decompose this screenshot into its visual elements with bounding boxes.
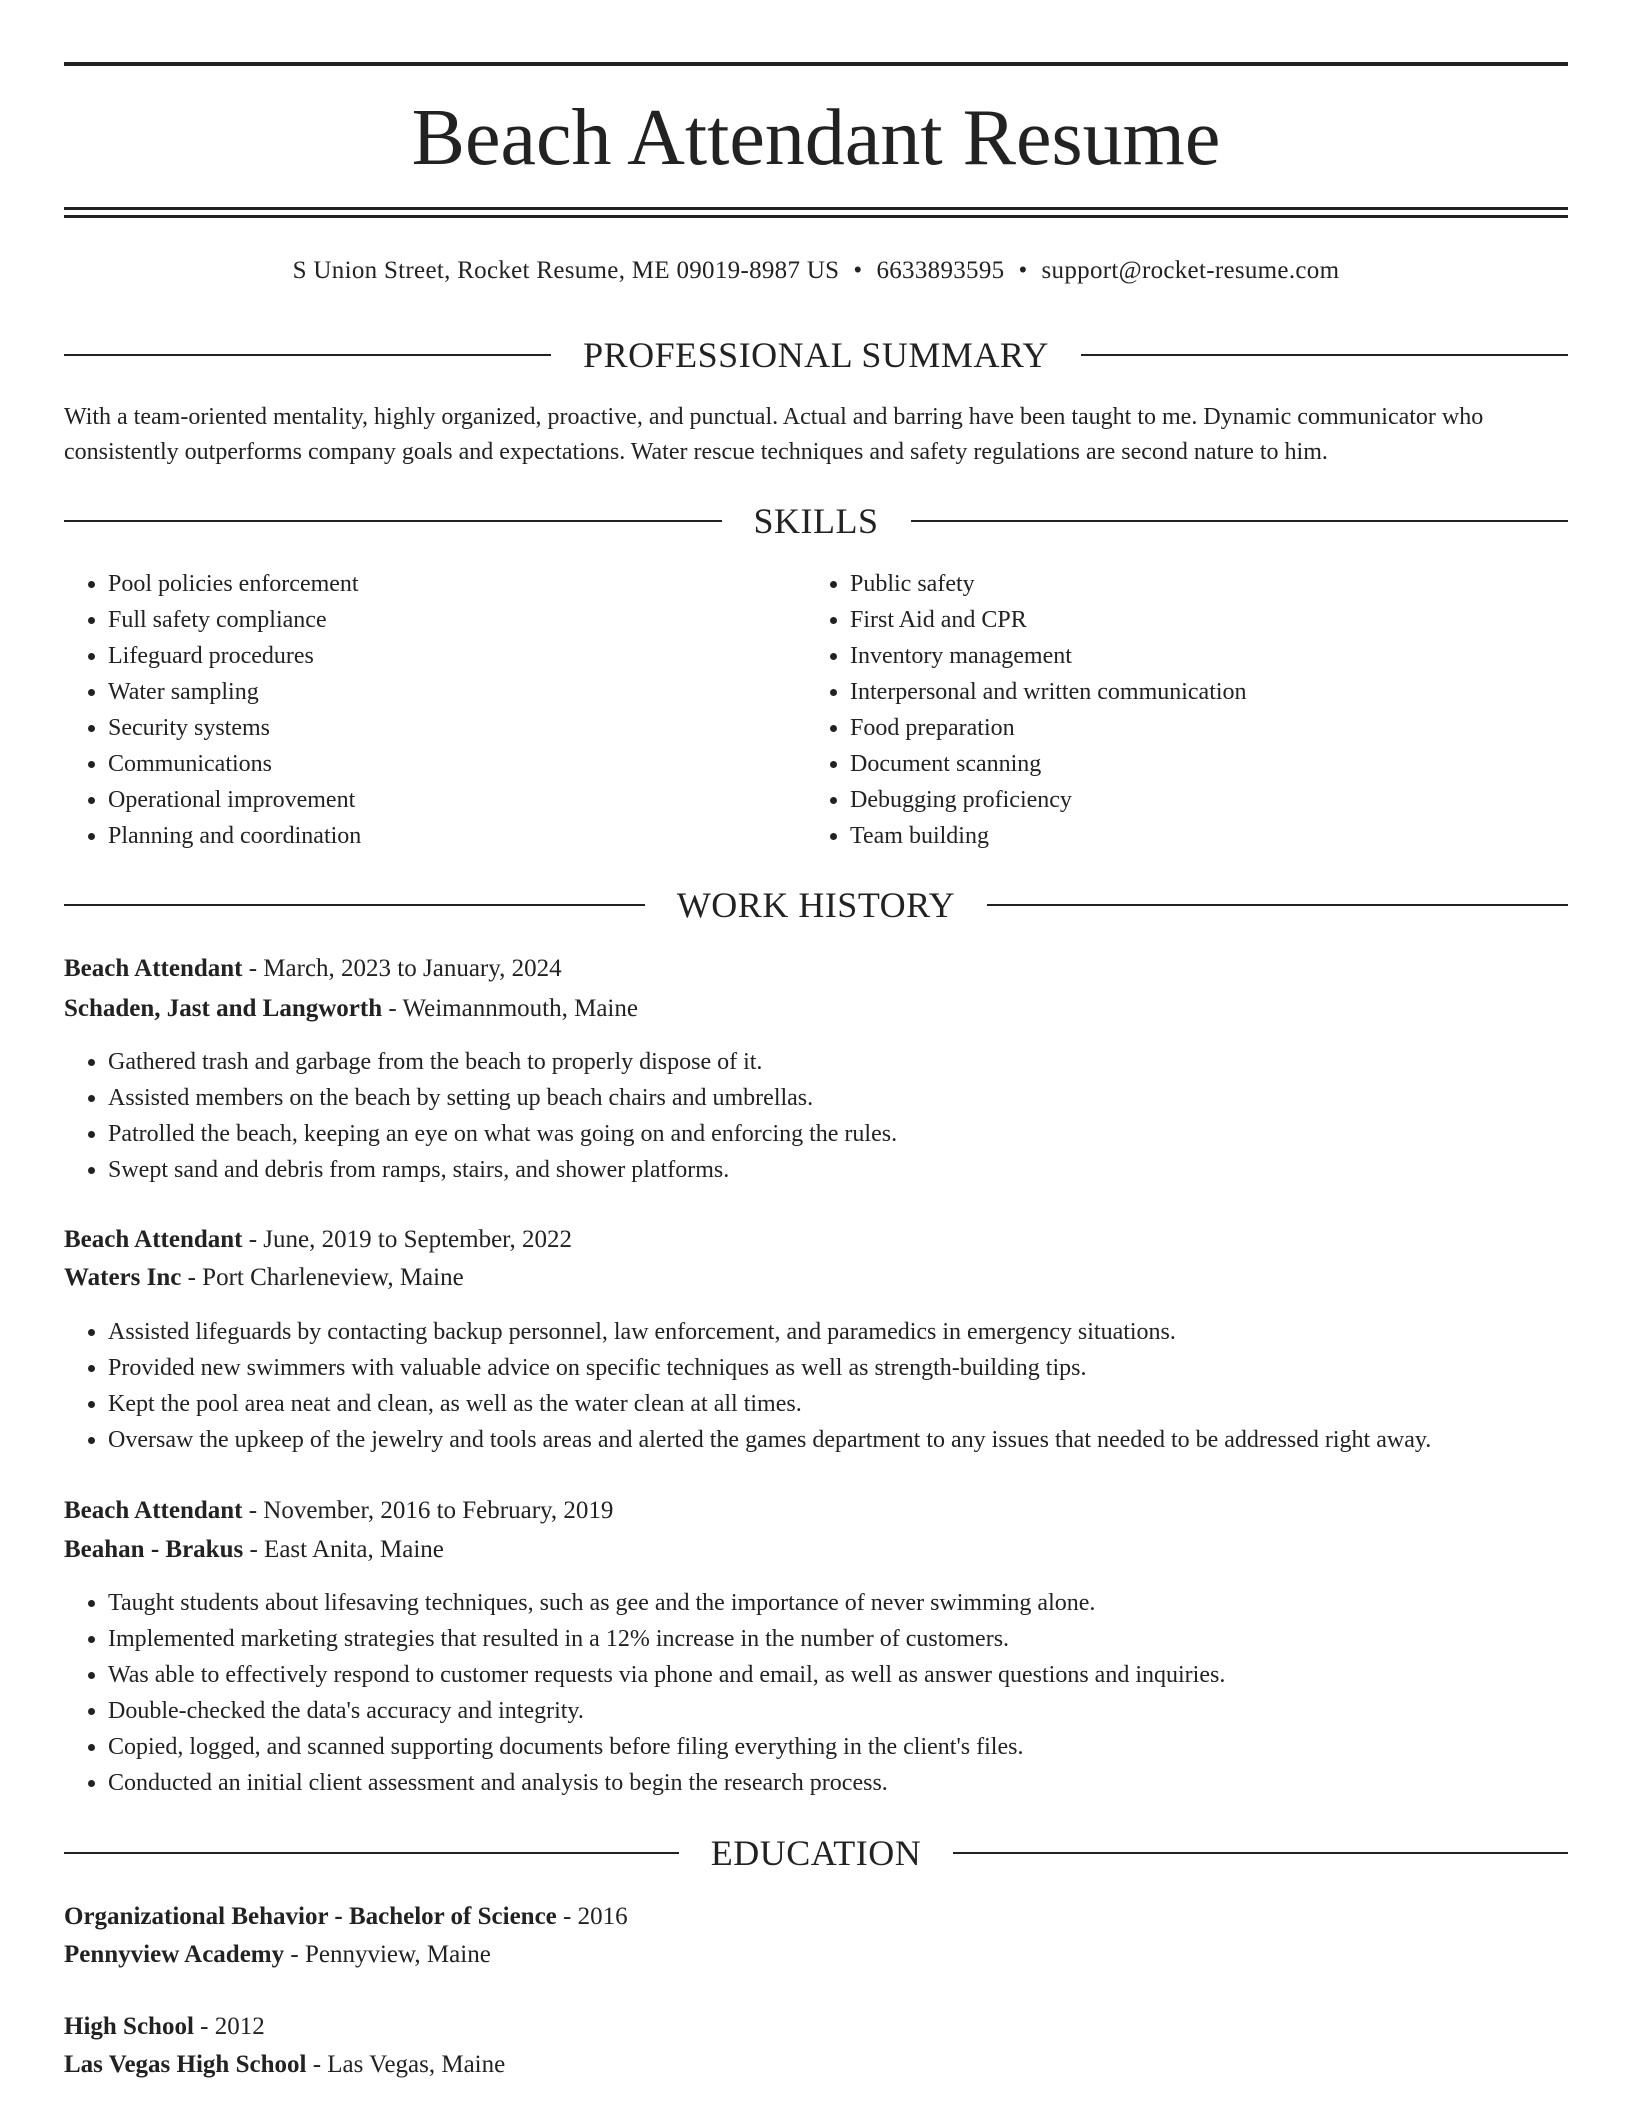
job-bullet: • Gathered trash and garbage from the beach to properly dispose of it. [108, 1044, 1608, 1080]
job-bullet: • Assisted lifeguards by contacting backup personnel, law enforcement, and paramedics in emergency situations. [108, 1314, 1608, 1350]
education-year: - 2012 [193, 2013, 265, 2040]
section-header-summary [64, 332, 1568, 378]
job-bullet: • Oversaw the upkeep of the jewelry and tools areas and alerted the games department to any issues that needed to be addressed right away. [108, 1422, 1608, 1458]
section-title-summary: PROFESSIONAL SUMMARY [583, 335, 1049, 375]
job-title: Beach Attendant [64, 1226, 243, 1253]
job-title-line [64, 1221, 1568, 1259]
section-divider [64, 354, 551, 356]
education-degree-line [64, 2008, 1568, 2046]
skill-item: • Public safety [850, 566, 1610, 602]
skill-item: • First Aid and CPR [850, 602, 1610, 638]
skill-item: • Communications [108, 746, 808, 782]
section-divider [64, 904, 645, 906]
contact-address: S Union Street, Rocket Resume, ME 09019-8987 US [292, 257, 840, 284]
skill-item: • Inventory management [850, 638, 1610, 674]
skill-item: • Security systems [108, 710, 808, 746]
skill-item: • Water sampling [108, 674, 808, 710]
skill-item: • Team building [850, 818, 1610, 854]
job-dates: - June, 2019 to September, 2022 [242, 1226, 572, 1253]
education-school-line [64, 2046, 1568, 2084]
job-title: Beach Attendant [64, 1497, 243, 1524]
education-degree: Organizational Behavior - Bachelor of Science [64, 1903, 557, 1930]
job-bullet: • Patrolled the beach, keeping an eye on what was going on and enforcing the rules. [108, 1116, 1608, 1152]
education-location: - Pennyview, Maine [284, 1941, 491, 1968]
skill-item: • Interpersonal and written communication [850, 674, 1610, 710]
contact-email: support@rocket-resume.com [1041, 257, 1340, 284]
section-divider [64, 520, 722, 522]
section-divider [1081, 354, 1568, 356]
job-bullets [64, 1314, 1608, 1458]
job-company-line [64, 990, 1568, 1028]
contact-separator: • [853, 257, 863, 284]
skill-item: • Pool policies enforcement [108, 566, 808, 602]
skill-item: • Document scanning [850, 746, 1610, 782]
section-divider [911, 520, 1569, 522]
section-divider [987, 904, 1568, 906]
section-title-work: WORK HISTORY [676, 885, 956, 925]
page-title: Beach Attendant Resume [411, 94, 1221, 182]
job-bullet: • Was able to effectively respond to customer requests via phone and email, as well as answer questions and inquiries. [108, 1657, 1608, 1693]
job-dates: - March, 2023 to January, 2024 [242, 955, 562, 982]
section-header-education [64, 1830, 1568, 1876]
job-bullets [64, 1585, 1608, 1801]
contact-phone: 6633893595 [876, 257, 1005, 284]
education-degree: High School [64, 2013, 194, 2040]
skill-item: • Full safety compliance [108, 602, 808, 638]
job-bullet: • Provided new swimmers with valuable advice on specific techniques as well as strength-building tips. [108, 1350, 1608, 1386]
skills-list-left [64, 566, 808, 854]
job-bullet: • Swept sand and debris from ramps, stairs, and shower platforms. [108, 1152, 1608, 1188]
section-divider [953, 1852, 1568, 1854]
job-location: - Port Charleneview, Maine [181, 1264, 464, 1291]
job-company: Waters Inc [64, 1264, 182, 1291]
skill-item: • Debugging proficiency [850, 782, 1610, 818]
education-year: - 2016 [556, 1903, 628, 1930]
job-location: - Weimannmouth, Maine [382, 995, 638, 1022]
job-bullet: • Double-checked the data's accuracy and integrity. [108, 1693, 1608, 1729]
job-location: - East Anita, Maine [243, 1536, 444, 1563]
job-dates: - November, 2016 to February, 2019 [242, 1497, 614, 1524]
job-bullet: • Kept the pool area neat and clean, as well as the water clean at all times. [108, 1386, 1608, 1422]
top-rule [64, 62, 1568, 66]
education-degree-line [64, 1898, 1568, 1936]
job-title-line [64, 1492, 1568, 1530]
title-rule-upper [64, 207, 1568, 210]
job-bullet: • Implemented marketing strategies that resulted in a 12% increase in the number of customers. [108, 1621, 1608, 1657]
section-header-skills [64, 498, 1568, 544]
education-school: Pennyview Academy [64, 1941, 285, 1968]
skill-item: • Operational improvement [108, 782, 808, 818]
skill-item: • Food preparation [850, 710, 1610, 746]
job-company-line [64, 1531, 1568, 1569]
section-title-education: EDUCATION [710, 1833, 922, 1873]
contact-separator: • [1018, 257, 1028, 284]
job-company: Beahan - Brakus [64, 1536, 244, 1563]
job-bullets [64, 1044, 1608, 1188]
job-bullet: • Assisted members on the beach by setting up beach chairs and umbrellas. [108, 1080, 1608, 1116]
skill-item: • Planning and coordination [108, 818, 808, 854]
job-bullet: • Conducted an initial client assessment and analysis to begin the research process. [108, 1765, 1608, 1801]
job-company: Schaden, Jast and Langworth [64, 995, 383, 1022]
contact-line [64, 254, 1568, 288]
job-bullet: • Copied, logged, and scanned supporting documents before filing everything in the client's files. [108, 1729, 1608, 1765]
skill-item: • Lifeguard procedures [108, 638, 808, 674]
section-title-skills: SKILLS [753, 501, 879, 541]
education-school: Las Vegas High School [64, 2051, 307, 2078]
job-title: Beach Attendant [64, 955, 243, 982]
job-bullet: • Taught students about lifesaving techniques, such as gee and the importance of never swimming alone. [108, 1585, 1608, 1621]
education-school-line [64, 1936, 1568, 1974]
job-company-line [64, 1259, 1568, 1297]
skills-list-right [806, 566, 1610, 854]
job-title-line [64, 950, 1568, 988]
summary-text: With a team-oriented mentality, highly organized, proactive, and punctual. Actual and barring have been taught to me. Dynamic communicator who consistently outperforms company goals and expectations. Water rescue techniques and safety regulations are second nature to him. [64, 404, 1484, 465]
education-location: - Las Vegas, Maine [306, 2051, 506, 2078]
section-header-work [64, 882, 1568, 928]
section-divider [64, 1852, 679, 1854]
title-rule-lower [64, 215, 1568, 218]
